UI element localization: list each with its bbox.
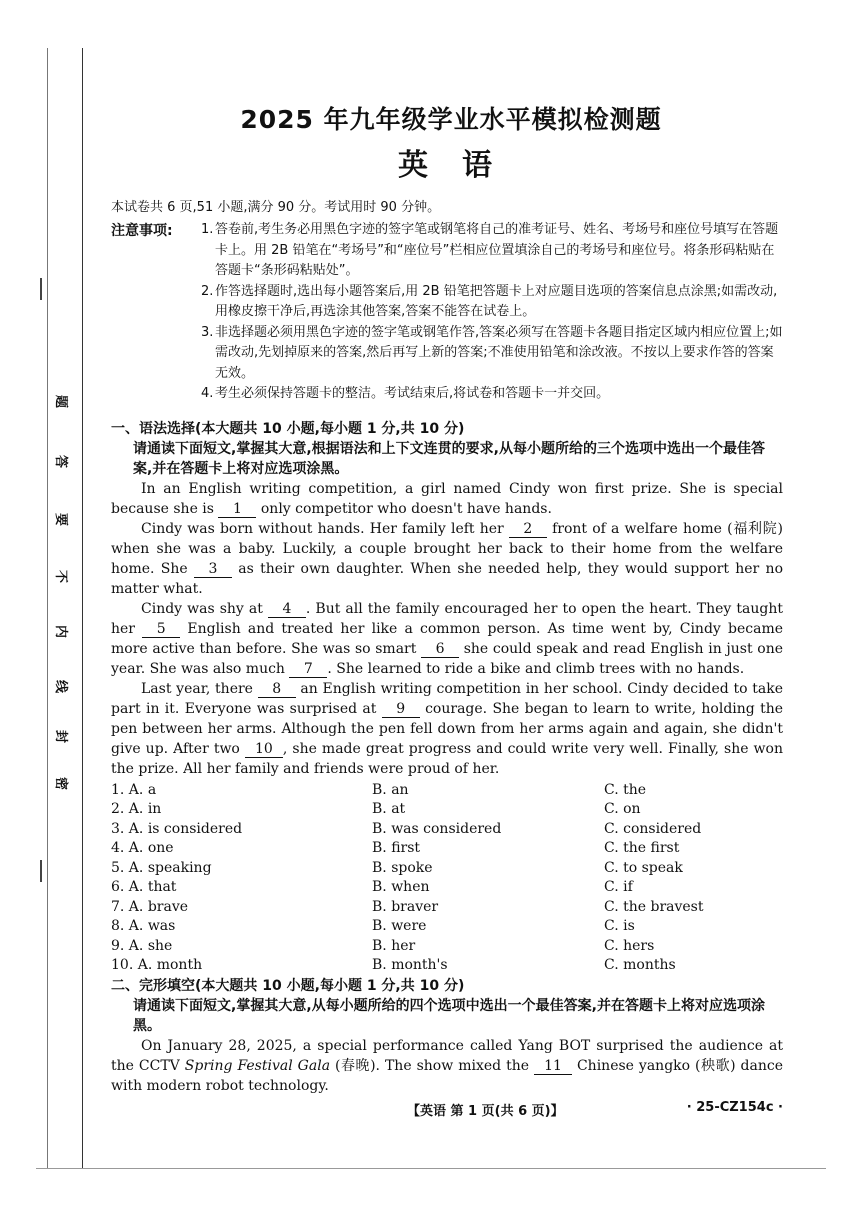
option-row: 3. A. is considered B. was considered C. considered: [111, 820, 702, 837]
option-row: 9. A. she B. her C. hers: [111, 937, 655, 954]
section-1-title: 一、语法选择(本大题共 10 小题,每小题 1 分,共 10 分): [111, 420, 465, 437]
blank-4: 4: [268, 602, 306, 618]
margin-char: 要: [53, 512, 69, 527]
option-row: 7. A. brave B. braver C. the bravest: [111, 898, 704, 915]
option-row: 5. A. speaking B. spoke C. to speak: [111, 859, 683, 876]
margin-char: 内: [53, 624, 69, 639]
blank-3: 3: [194, 562, 232, 578]
note-item: 3. 非选择题必须用黑色字迹的签字笔或钢笔作答,答案必须写在答题卡各题目指定区域内相应位置上;如需改动,先划掉原来的答案,然后再写上新的答案;不准使用铅笔和涂改液。不按以上要求作答的答案无效。: [201, 324, 783, 381]
blank-10: 10: [245, 742, 283, 758]
passage-paragraph-2: Cindy was born without hands. Her family left her 2 front of a welfare home (福利院) when she was a baby. Luckily, a couple brought her back to their home from the welfare home. She 3 as their own daughter. When she needed help, they would support her no matter what.: [111, 520, 784, 597]
blank-1: 1: [218, 502, 256, 518]
binding-line-outer: [47, 48, 48, 1168]
exam-title: 2025 年九年级学业水平模拟检测题: [240, 105, 662, 134]
section-2-instruction: 请通读下面短文,掌握其大意,从每小题所给的四个选项中选出一个最佳答案,并在答题卡上将对应选项涂黑。: [133, 997, 765, 1034]
bottom-rule: [36, 1168, 826, 1169]
blank-5: 5: [142, 622, 180, 638]
notes-block: [111, 220, 783, 405]
blank-11: 11: [534, 1059, 572, 1075]
margin-char: 不: [53, 569, 69, 584]
note-item: 1. 答卷前,考生务必用黑色字迹的签字笔或钢笔将自己的准考证号、姓名、考场号和座位号填写在答题卡上。用 2B 铅笔在“考场号”和“座位号”栏相应位置填涂自己的考场号和座位号。将条形码粘贴在答题卡“条形码粘贴处”。: [201, 222, 779, 278]
page-footer: [111, 1100, 783, 1120]
margin-char: 密: [53, 776, 69, 791]
notes-heading: 注意事项:: [111, 223, 173, 239]
option-row: 8. A. was B. were C. is: [111, 918, 635, 934]
option-row: 1. A. a B. an C. the: [111, 781, 647, 798]
binding-tick: [40, 860, 42, 882]
blank-7: 7: [289, 662, 327, 678]
note-item: 4. 考生必须保持答题卡的整洁。考试结束后,将试卷和答题卡一并交回。: [201, 386, 610, 401]
binding-line-inner: [82, 48, 83, 1168]
passage-paragraph-1: In an English writing competition, a girl named Cindy won first prize. She is special because she is 1 only competitor who doesn't have hands.: [111, 480, 783, 517]
passage-paragraph-3: Cindy was shy at 4 . But all the family encouraged her to open the heart. They taught her 5 English and treated her like a common person. As time went by, Cindy became more active than before. She was so smart 6 she could speak and read English in just one year. She was also much 7 . She learned to ride a bike and climb trees with no hands.: [111, 600, 783, 677]
option-row: 2. A. in B. at C. on: [111, 801, 641, 817]
blank-9: 9: [382, 702, 420, 718]
passage-paragraph-4: Last year, there 8 an English writing competition in her school. Cindy decided to take part in it. Everyone was surprised at 9 courage. She began to learn to write, holding the pen between her arms. Although the pen fell down from her arms again and again, she didn't give up. After two 10 , she made great progress and could write very well. Finally, she won the prize. All her family and friends were proud of her.: [111, 680, 784, 777]
option-row: 4. A. one B. first C. the first: [111, 840, 680, 856]
blank-6: 6: [421, 642, 459, 658]
cloze-paragraph-1: On January 28, 2025, a special performance called Yang BOT surprised the audience at the CCTV Spring Festival Gala (春晚). The show mixed the 11 Chinese yangko (秧歌) dance with modern robot technology.: [111, 1037, 783, 1094]
binding-margin-warning: [50, 392, 78, 812]
binding-tick: [40, 278, 42, 300]
page-number: 【英语 第 1 页(共 6 页)】: [407, 1104, 564, 1119]
section-1-instruction: 请通读下面短文,掌握其大意,根据语法和上下文连贯的要求,从每小题所给的三个选项中选出一个最佳答案,并在答题卡上将对应选项涂黑。: [133, 440, 765, 477]
margin-char: 线: [53, 679, 69, 694]
exam-page: [111, 100, 783, 1096]
margin-char: 题: [53, 394, 69, 409]
note-item: 2. 作答选择题时,选出每小题答案后,用 2B 铅笔把答题卡上对应题目选项的答案信息点涂黑;如需改动,用橡皮擦干净后,再选涂其他答案,答案不能答在试卷上。: [201, 283, 778, 319]
exam-subject: 英语: [398, 148, 526, 183]
blank-2: 2: [509, 522, 547, 538]
section-2-title: 二、完形填空(本大题共 10 小题,每小题 1 分,共 10 分): [111, 977, 465, 994]
blank-8: 8: [258, 682, 296, 698]
option-row: 10. A. month B. month's C. months: [111, 957, 676, 973]
exam-intro: 本试卷共 6 页,51 小题,满分 90 分。考试用时 90 分钟。: [111, 200, 441, 215]
margin-char: 封: [53, 729, 69, 744]
option-row: 6. A. that B. when C. if: [111, 879, 633, 895]
margin-char: 答: [53, 454, 69, 469]
paper-code: · 25-CZ154c ·: [686, 1100, 783, 1115]
answer-options: [111, 781, 783, 976]
